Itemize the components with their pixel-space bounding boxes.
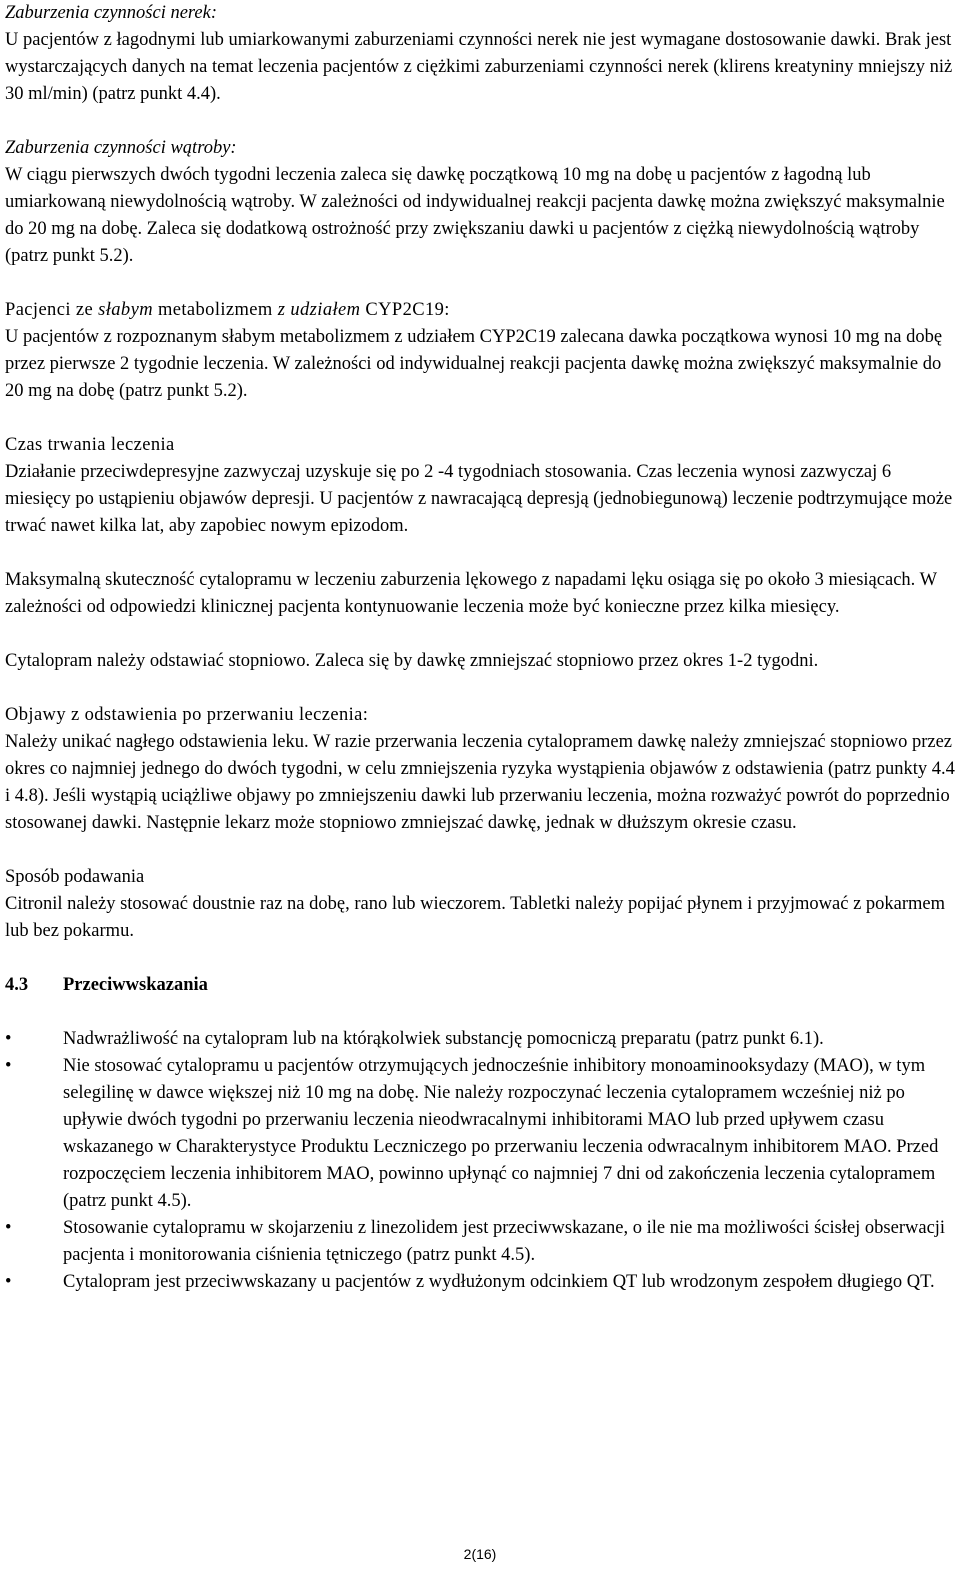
kidney-heading: Zaburzenia czynności nerek:	[5, 3, 218, 23]
cyp-heading-part4: z udziałem	[277, 300, 361, 320]
administration-heading: Sposób podawania	[5, 867, 145, 887]
duration-heading: Czas trwania leczenia	[5, 435, 175, 455]
bullet-icon: •	[5, 1272, 12, 1292]
discontinue-text: Cytalopram należy odstawiać stopniowo. Zaleca się by dawkę zmniejszać stopniowo przez okres 1-2 tygodni.	[5, 651, 819, 671]
spacer	[5, 621, 957, 648]
spacer	[5, 999, 957, 1026]
spacer	[5, 945, 957, 972]
list-item	[5, 1215, 957, 1269]
section-title: Przeciwwskazania	[63, 975, 208, 995]
list-item	[5, 1269, 957, 1296]
list-item-text: Stosowanie cytalopramu w skojarzeniu z linezolidem jest przeciwwskazane, o ile nie ma możliwości ścisłej obserwacji pacjenta i monitorowania ciśnienia tętniczego (patrz punkt 4.5).	[63, 1218, 946, 1265]
spacer	[5, 540, 957, 567]
max-effect-text: Maksymalną skuteczność cytalopramu w leczeniu zaburzenia lękowego z napadami lęku osiąga się po około 3 miesiącach. W zależności od odpowiedzi klinicznej pacjenta kontynuowanie leczenia może być konieczne przez kilka miesięcy.	[5, 570, 937, 617]
spacer	[5, 108, 957, 135]
administration-text: Citronil należy stosować doustnie raz na dobę, rano lub wieczorem. Tabletki należy popijać płynem i przyjmować z pokarmem lub bez pokarmu.	[5, 894, 946, 941]
bullet-icon: •	[5, 1029, 12, 1049]
list-item	[5, 1026, 957, 1053]
spacer	[5, 405, 957, 432]
cyp-text: U pacjentów z rozpoznanym słabym metabolizmem z udziałem CYP2C19 zalecana dawka początkowa wynosi 10 mg na dobę przez pierwsze 2 tygodnie leczenia. W zależności od indywidualnej reakcji pacjenta dawkę można zwiększyć maksymalnie do 20 mg na dobę (patrz punkt 5.2).	[5, 327, 943, 401]
bullet-icon: •	[5, 1056, 12, 1076]
contraindications-list	[5, 1026, 957, 1296]
section-heading-4-3	[5, 972, 957, 999]
bullet-icon: •	[5, 1218, 12, 1238]
section-number: 4.3	[5, 975, 29, 995]
duration-text: Działanie przeciwdepresyjne zazwyczaj uzyskuje się po 2 -4 tygodniach stosowania. Czas leczenia wynosi zazwyczaj 6 miesięcy po ustąpieniu objawów depresji. U pacjentów z nawracającą depresją (jednobiegunową) leczenie podtrzymujące może trwać nawet kilka lat, aby zapobiec nowym epizodom.	[5, 462, 953, 536]
document-page	[5, 0, 957, 1296]
list-item-text: Nie stosować cytalopramu u pacjentów otrzymujących jednocześnie inhibitory monoaminooksydazy (MAO), w tym selegilinę w dawce większej niż 10 mg na dobę. Nie należy rozpoczynać leczenia cytalopramem wcześniej niż po upływie dwóch tygodni po przerwaniu leczenia nieodwracalnymi inhibitorami MAO lub przed upływem czasu wskazanego w Charakterystyce Produktu Leczniczego po przerwaniu leczenia odwracalnym inhibitorem MAO. Przed rozpoczęciem leczenia inhibitorem MAO, powinno upłynąć co najmniej 7 dni od zakończenia leczenia cytalopramem (patrz punkt 4.5).	[63, 1056, 939, 1211]
spacer	[5, 837, 957, 864]
withdrawal-heading: Objawy z odstawienia po przerwaniu leczenia:	[5, 705, 369, 725]
kidney-text: U pacjentów z łagodnymi lub umiarkowanymi zaburzeniami czynności nerek nie jest wymagane dostosowanie dawki. Brak jest wystarczających danych na temat leczenia pacjentów z ciężkimi zaburzeniami czynności nerek (klirens kreatyniny mniejszy niż 30 ml/min) (patrz punkt 4.4).	[5, 30, 953, 104]
liver-heading: Zaburzenia czynności wątroby:	[5, 138, 237, 158]
cyp-heading-part5: CYP2C19:	[360, 300, 450, 320]
cyp-heading-part2: słabym	[98, 300, 153, 320]
liver-text: W ciągu pierwszych dwóch tygodni leczenia zaleca się dawkę początkową 10 mg na dobę u pacjentów z łagodną lub umiarkowaną niewydolnością wątroby. W zależności od indywidualnej reakcji pacjenta dawkę można zwiększyć maksymalnie do 20 mg na dobę. Zaleca się dodatkową ostrożność przy zwiększaniu dawki u pacjentów z ciężką niewydolnością wątroby (patrz punkt 5.2).	[5, 165, 945, 266]
cyp-heading	[5, 297, 957, 324]
page-number: 2(16)	[463, 1546, 497, 1562]
cyp-heading-part1: Pacjenci ze	[5, 300, 99, 320]
spacer	[5, 675, 957, 702]
spacer	[5, 270, 957, 297]
list-item-text: Nadwrażliwość na cytalopram lub na którąkolwiek substancję pomocniczą preparatu (patrz punkt 6.1).	[63, 1029, 824, 1049]
list-item-text: Cytalopram jest przeciwwskazany u pacjentów z wydłużonym odcinkiem QT lub wrodzonym zespołem długiego QT.	[63, 1272, 935, 1292]
list-item	[5, 1053, 957, 1215]
withdrawal-text: Należy unikać nagłego odstawienia leku. W razie przerwania leczenia cytalopramem dawkę należy zmniejszać stopniowo przez okres co najmniej jednego do dwóch tygodni, w celu zmniejszenia ryzyka wystąpienia objawów z odstawienia (patrz punkty 4.4 i 4.8). Jeśli wystąpią uciążliwe objawy po zmniejszeniu dawki lub przerwaniu leczenia, można rozważyć powrót do poprzednio stosowanej dawki. Następnie lekarz może stopniowo zmniejszać dawkę, jednak w dłuższym okresie czasu.	[5, 732, 955, 833]
cyp-heading-part3: metabolizmem	[152, 300, 278, 320]
